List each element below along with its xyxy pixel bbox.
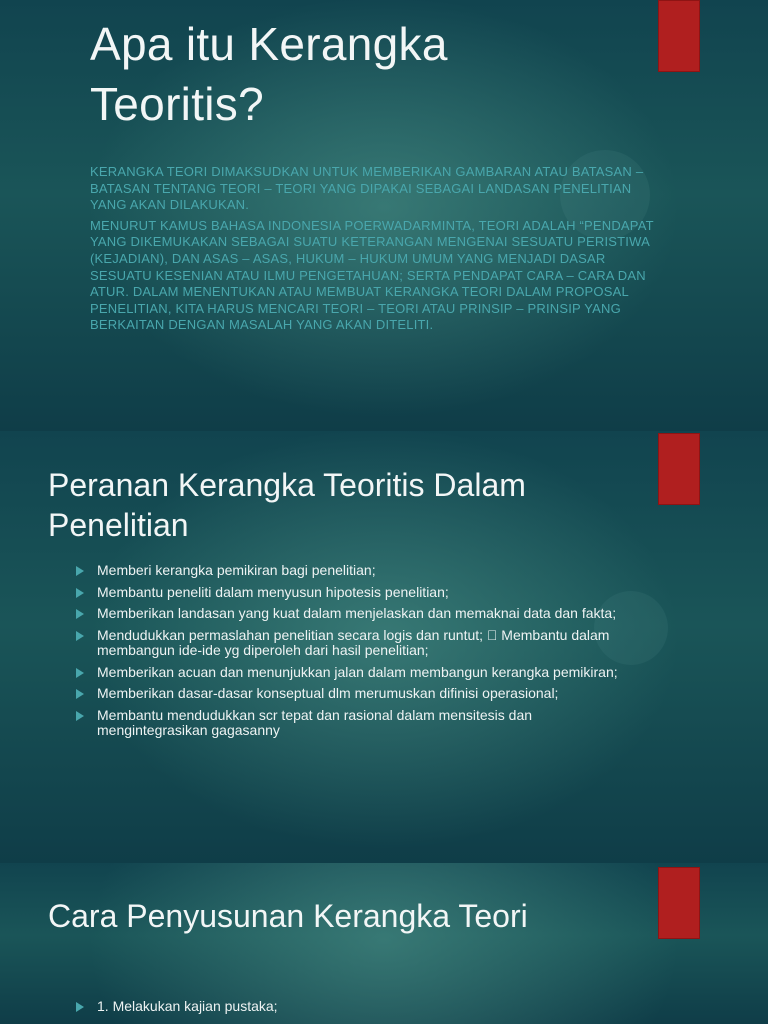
arrow-bullet-icon — [76, 566, 84, 576]
arrow-bullet-icon — [76, 588, 84, 598]
arrow-bullet-icon — [76, 668, 84, 678]
arrow-bullet-icon — [76, 689, 84, 699]
list-item — [76, 606, 636, 622]
slide-role-of-theoretical-framework — [0, 431, 768, 863]
red-accent-bar — [658, 0, 700, 72]
arrow-bullet-icon — [76, 711, 84, 721]
bullet-list — [76, 563, 636, 745]
list-item — [76, 665, 636, 681]
slide-body — [90, 164, 656, 338]
list-item-text: Membantu peneliti dalam menyusun hipotesis penelitian; — [97, 583, 449, 600]
list-item-text: Memberikan landasan yang kuat dalam menjelaskan dan memaknai data dan fakta; — [97, 605, 617, 621]
list-item — [76, 708, 636, 739]
list-item-text: Membantu mendudukkan scr tepat dan rasional dalam mensitesis dan mengintegrasikan gagasanny — [97, 706, 533, 738]
slide-title — [90, 14, 570, 134]
list-item — [76, 686, 636, 702]
list-item — [76, 999, 636, 1015]
list-item-text: Memberikan dasar-dasar konseptual dlm merumuskan difinisi operasional; — [97, 685, 559, 701]
slide-title: Cara Penyusunan Kerangka Teori — [48, 898, 528, 934]
list-item-text: 1. Melakukan kajian pustaka; — [97, 998, 278, 1014]
slide-what-is-theoretical-framework — [0, 0, 768, 431]
arrow-bullet-icon — [76, 609, 84, 619]
list-item-text: Memberi kerangka pemikiran bagi penelitian; — [97, 562, 376, 578]
slide-title-line: Penelitian — [48, 507, 189, 543]
body-paragraph: KERANGKA TEORI DIMAKSUDKAN UNTUK MEMBERIKAN GAMBARAN ATAU BATASAN – BATASAN TENTANG TEORI – TEORI YANG DIPAKAI SEBAGAI LANDASAN PENELITIAN YANG AKAN DILAKUKAN. — [90, 164, 644, 213]
arrow-bullet-icon — [76, 1002, 84, 1012]
bullet-list — [76, 999, 636, 1021]
red-accent-bar — [658, 867, 700, 939]
list-item — [76, 585, 636, 601]
list-item-text: Memberikan acuan dan menunjukkan jalan dalam membangun kerangka pemikiran; — [97, 663, 618, 680]
slide-how-to-compose-framework — [0, 863, 768, 1024]
slide-title-line: Peranan Kerangka Teoritis Dalam — [48, 467, 526, 503]
arrow-bullet-icon — [76, 631, 84, 641]
list-item — [76, 628, 636, 659]
list-item — [76, 563, 636, 579]
slide-title — [48, 465, 608, 545]
slide-title-line: Teoritis? — [90, 78, 264, 130]
body-paragraph: MENURUT KAMUS BAHASA INDONESIA POERWADARMINTA, TEORI ADALAH “PENDAPAT YANG DIKEMUKAKAN SEBAGAI SUATU KETERANGAN MENGENAI SESUATU PERISTIWA (KEJADIAN), DAN ASAS – ASAS, HUKUM – HUKUM UMUM YANG MENJADI DASAR SESUATU KESENIAN ATAU ILMU PENGETAHUAN; SERTA PENDAPAT CARA – CARA DAN ATUR. DALAM MENENTUKAN ATAU MEMBUAT KERANGKA TEORI DALAM PROPOSAL PENELITIAN, KITA HARUS MENCARI TEORI – TEORI ATAU PRINSIP – PRINSIP YANG BERKAITAN DENGAN MASALAH YANG AKAN DITELITI. — [90, 217, 654, 333]
red-accent-bar — [658, 433, 700, 505]
slide-title-line: Apa itu Kerangka — [90, 18, 448, 70]
list-item-text: Mendudukkan permaslahan penelitian secara logis dan runtut; Membantu dalam membangun ide-ide yg diperoleh dari hasil penelitian; — [97, 626, 596, 658]
